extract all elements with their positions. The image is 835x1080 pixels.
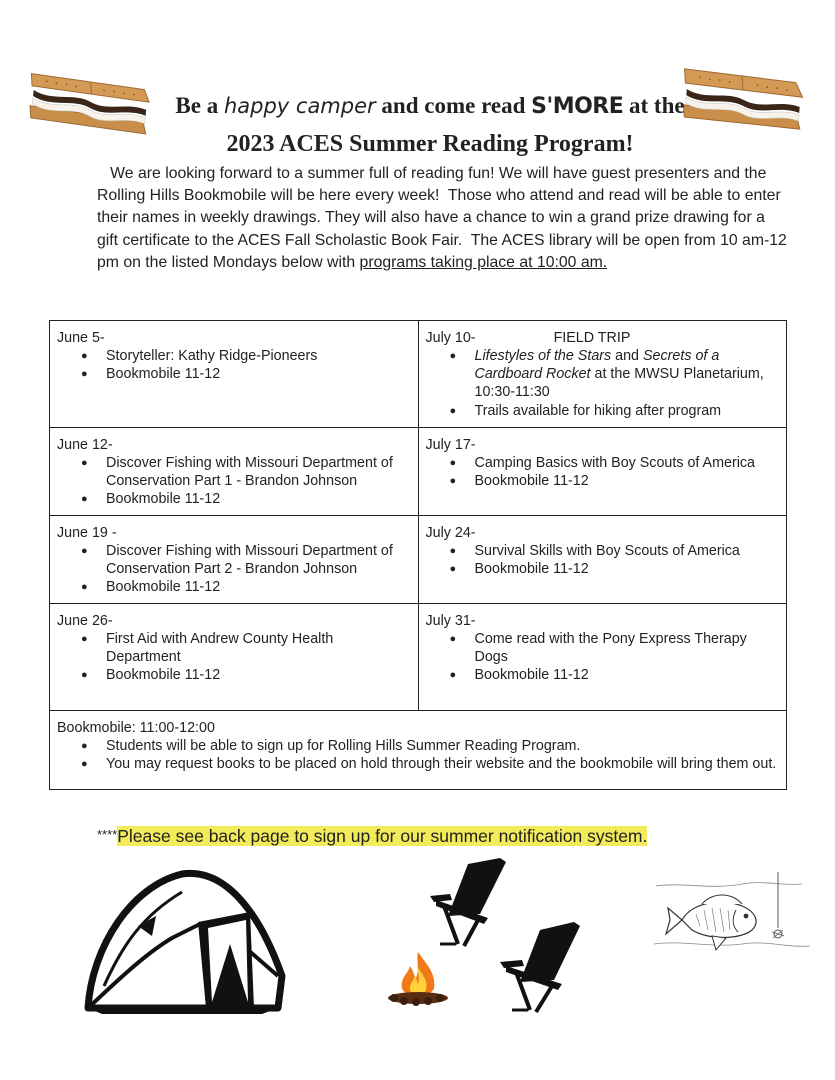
note-highlighted-text: Please see back page to sign up for our summer notification system. — [117, 826, 648, 846]
list-item: ● Bookmobile 11-12 — [106, 365, 410, 383]
list-item: ● First Aid with Andrew County Health Department — [106, 630, 410, 666]
list-item: ● Bookmobile 11-12 — [475, 560, 779, 578]
list-item: ● Storyteller: Kathy Ridge-Pioneers — [106, 347, 410, 365]
table-row — [50, 711, 787, 790]
intro-underlined-text: programs taking place at 10:00 am. — [359, 253, 608, 271]
schedule-list — [426, 542, 779, 578]
schedule-date: July 24- — [425, 525, 476, 541]
schedule-cell-july-17 — [418, 428, 787, 516]
list-item: ● Bookmobile 11-12 — [106, 578, 410, 596]
schedule-date-row — [426, 329, 779, 347]
schedule-list — [426, 630, 779, 685]
headline-line-2: 2023 ACES Summer Reading Program! — [226, 131, 634, 157]
schedule-cell-bookmobile — [50, 711, 787, 790]
schedule-list — [426, 347, 779, 420]
smore-left-icon — [22, 66, 158, 152]
schedule-date: June 26- — [57, 613, 113, 629]
intro-text: We are looking forward to a summer full of reading fun! We will have guest presenters and the Rolling Hills Bookmobile will be here every week! Those who attend and read will be able to enter their names in weekly drawings. They will also have a chance to win a grand prize drawing for a gift certificate to the ACES Fall Scholastic Book Fair. The ACES library will be open from 10 am-12 pm on the listed Mondays below with — [97, 165, 792, 271]
table-row — [50, 604, 787, 711]
schedule-list — [57, 347, 410, 383]
note-stars: **** — [97, 827, 118, 842]
headline-happy-camper: happy camper — [223, 94, 376, 118]
event-title: Lifestyles of the Stars — [474, 348, 612, 364]
schedule-table — [49, 320, 787, 790]
schedule-cell-june-5 — [50, 321, 419, 428]
list-item: ● Students will be able to sign up for Rolling Hills Summer Reading Program. — [106, 737, 778, 755]
list-item: ● Bookmobile 11-12 — [475, 472, 779, 490]
camp-chair-icon — [498, 922, 588, 1016]
list-item-text: and — [611, 348, 643, 364]
schedule-date: July 31- — [425, 613, 476, 629]
schedule-cell-june-26 — [50, 604, 419, 711]
schedule-list — [426, 454, 779, 490]
headline-text-b: and come read — [375, 93, 532, 118]
schedule-date: June 12- — [57, 437, 113, 453]
list-item: ● Bookmobile 11-12 — [475, 666, 779, 684]
list-item: ● Trails available for hiking after program — [475, 402, 779, 420]
schedule-cell-july-24 — [418, 516, 787, 604]
list-item: ● Come read with the Pony Express Therapy Dogs — [475, 630, 779, 666]
table-row — [50, 321, 787, 428]
headline-text-c: at the — [623, 93, 685, 118]
schedule-cell-june-19 — [50, 516, 419, 604]
list-item: ● Bookmobile 11-12 — [106, 490, 410, 508]
schedule-cell-july-31 — [418, 604, 787, 711]
list-item: ● Survival Skills with Boy Scouts of America — [475, 542, 779, 560]
table-row — [50, 428, 787, 516]
schedule-date: June 19 - — [57, 525, 117, 541]
campfire-icon — [382, 948, 454, 1010]
fish-icon — [652, 870, 812, 970]
list-item: ● Discover Fishing with Missouri Department of Conservation Part 1 - Brandon Johnson — [106, 454, 410, 490]
schedule-cell-july-10 — [418, 321, 787, 428]
headline-line-1 — [140, 93, 720, 119]
field-trip-label: FIELD TRIP — [553, 330, 631, 346]
notification-note — [97, 826, 647, 847]
schedule-list — [57, 454, 410, 509]
list-item: ● Discover Fishing with Missouri Department of Conservation Part 2 - Brandon Johnson — [106, 542, 410, 578]
schedule-list — [57, 630, 410, 685]
list-item — [475, 347, 779, 402]
bookmobile-title: Bookmobile: 11:00-12:00 — [57, 720, 215, 736]
table-row — [50, 516, 787, 604]
list-item-text: at the MWSU Planetarium, 10:30-11:30 — [474, 366, 764, 401]
intro-paragraph — [97, 163, 792, 274]
list-item: ● Camping Basics with Boy Scouts of America — [475, 454, 779, 472]
schedule-cell-june-12 — [50, 428, 419, 516]
schedule-list — [57, 542, 410, 597]
schedule-list — [57, 737, 778, 773]
headline-smore-word: S'MORE — [531, 94, 624, 119]
schedule-date: June 5- — [57, 330, 105, 346]
list-item: ● You may request books to be placed on hold through their website and the bookmobile will bring them out. — [106, 755, 778, 773]
list-item: ● Bookmobile 11-12 — [106, 666, 410, 684]
event-title: Secrets of a Cardboard Rocket — [474, 348, 720, 383]
headline-text-a: Be a — [175, 93, 224, 118]
tent-icon — [82, 866, 294, 1016]
schedule-date: July 10- — [425, 330, 476, 346]
schedule-date: July 17- — [425, 437, 476, 453]
